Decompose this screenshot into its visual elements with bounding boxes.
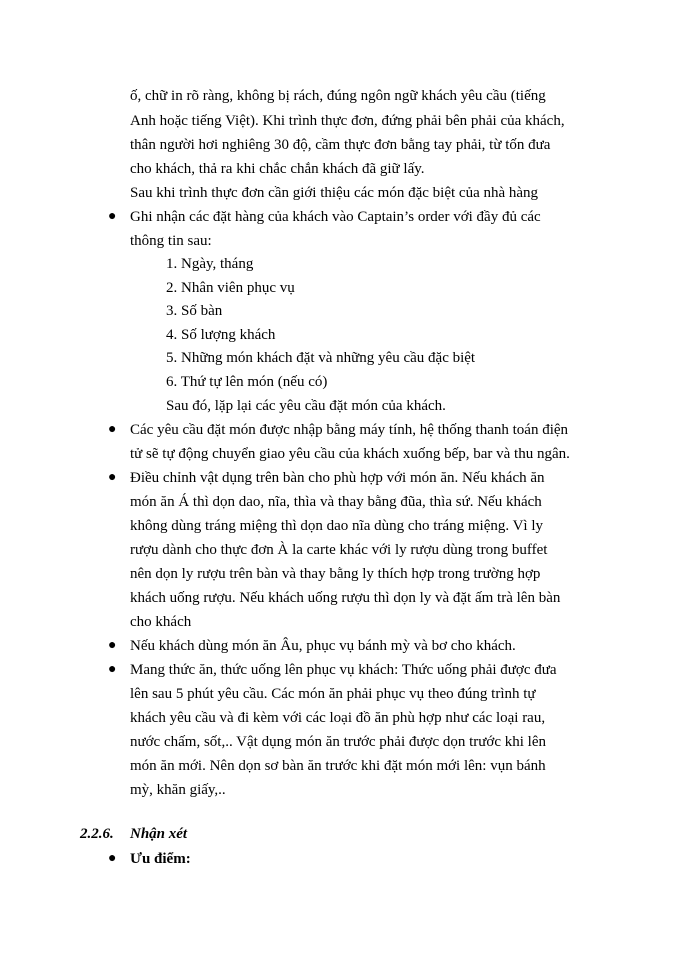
intro-line: cho khách, thả ra khi chắc chắn khách đã giữ lấy. (130, 161, 425, 177)
section-title: Nhận xét (130, 826, 188, 842)
bullet-line: rượu dành cho thực đơn À la carte khác với ly rượu dùng trong buffet (130, 542, 548, 558)
after-list-text: Sau đó, lặp lại các yêu cầu đặt món của khách. (166, 398, 446, 414)
bullet-line: không dùng tráng miệng thì dọn dao nĩa dùng cho tráng miệng. Vì ly (130, 518, 543, 534)
intro-line: thân người hơi nghiêng 30 độ, cầm thực đơn bằng tay phải, từ tốn đưa (130, 137, 551, 153)
section-number: 2.2.6. (80, 826, 114, 842)
bullet-dot: ● (108, 638, 117, 653)
bullet-line: món ăn mới. Nên dọn sơ bàn ăn trước khi đặt món mới lên: vụn bánh (130, 758, 546, 774)
numbered-item: 3. Số bàn (166, 303, 223, 319)
intro-line: Anh hoặc tiếng Việt). Khi trình thực đơn, đứng phải bên phải của khách, (130, 113, 565, 129)
numbered-item: 5. Những món khách đặt và những yêu cầu đặc biệt (166, 350, 476, 366)
numbered-item: 6. Thứ tự lên món (nếu có) (166, 374, 328, 390)
bullet-line: mỳ, khăn giấy,.. (130, 782, 226, 798)
sub-bullet-label: Ưu điểm: (130, 851, 191, 867)
bullet-line: tử sẽ tự động chuyển giao yêu cầu của khách xuống bếp, bar và thu ngân. (130, 446, 570, 462)
numbered-item: 2. Nhân viên phục vụ (166, 280, 295, 296)
bullet-dot: ● (108, 851, 117, 866)
bullet-line: nên dọn ly rượu trên bàn và thay bằng ly thích hợp trong trường hợp (130, 566, 541, 582)
bullet-line: khách uống rượu. Nếu khách uống rượu thì dọn ly và đặt ấm trà lên bàn (130, 590, 561, 606)
bullet-line: cho khách (130, 614, 192, 630)
bullet-dot: ● (108, 422, 117, 437)
bullet-line: thông tin sau: (130, 233, 212, 249)
intro-line: Sau khi trình thực đơn cần giới thiệu các món đặc biệt của nhà hàng (130, 185, 539, 201)
intro-line: ố, chữ in rõ ràng, không bị rách, đúng ngôn ngữ khách yêu cầu (tiếng (130, 88, 546, 104)
bullet-line: Nếu khách dùng món ăn Âu, phục vụ bánh mỳ và bơ cho khách. (130, 638, 516, 654)
bullet-line: Các yêu cầu đặt món được nhập bằng máy tính, hệ thống thanh toán điện (130, 422, 569, 438)
bullet-line: món ăn Á thì dọn dao, nĩa, thìa và thay bằng đũa, thìa sứ. Nếu khách (130, 494, 542, 510)
bullet-line: Điều chỉnh vật dụng trên bàn cho phù hợp với món ăn. Nếu khách ăn (130, 470, 545, 486)
bullet-line: Mang thức ăn, thức uống lên phục vụ khách: Thức uống phải được đưa (130, 662, 557, 678)
bullet-line: Ghi nhận các đặt hàng của khách vào Captain’s order với đầy đủ các (130, 209, 541, 225)
bullet-line: khách yêu cầu và đi kèm với các loại đồ ăn phù hợp như các loại rau, (130, 710, 546, 726)
bullet-line: lên sau 5 phút yêu cầu. Các món ăn phải phục vụ theo đúng trình tự (130, 686, 536, 702)
bullet-dot: ● (108, 470, 117, 485)
bullet-line: nước chấm, sốt,.. Vật dụng món ăn trước phải được dọn trước khi lên (130, 734, 546, 750)
numbered-item: 4. Số lượng khách (166, 327, 276, 343)
bullet-dot: ● (108, 209, 117, 224)
numbered-item: 1. Ngày, tháng (166, 256, 254, 272)
bullet-dot: ● (108, 662, 117, 677)
